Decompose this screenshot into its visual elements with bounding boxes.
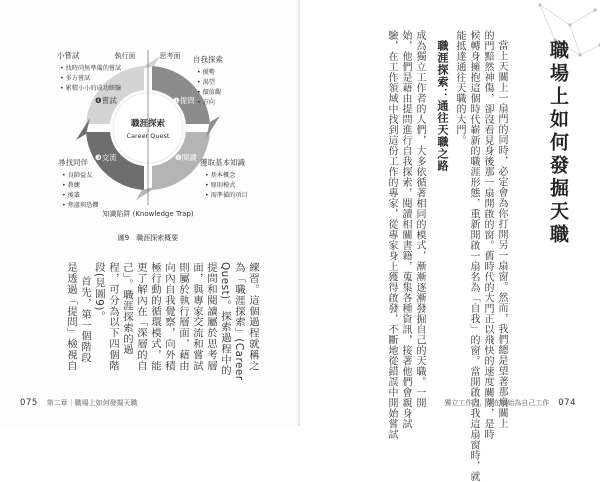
section-title: 職涯探索：通往天職之路: [436, 40, 449, 172]
self-explore-title: 自我探索: [193, 55, 223, 64]
left-running-head: 第二章｜職場上如何發掘天職: [46, 399, 138, 407]
small-try-title: 小嘗試: [57, 51, 80, 60]
left-text-col-8: 極行動的循環模式，能: [149, 262, 161, 371]
intro-col-2: 的門黯然神傷，卻沒看見身後那一扇開啟的窗。舊時代的大門正以飛快的速度關閉，是時: [482, 30, 493, 440]
svg-text:• 教練: • 教練: [62, 182, 80, 189]
svg-text:• 優勢: • 優勢: [197, 69, 215, 76]
left-text-col-11: 程，可分為以下四個階: [107, 262, 119, 371]
right-page: [300, 0, 600, 482]
right-footer: [444, 398, 576, 408]
left-text-col-5: 面，與專家交流和嘗試: [191, 262, 203, 371]
left-text-col-2: 為「職涯探索」(Career: [233, 262, 245, 381]
right-running-head: 獨立工作者，得在開始為自己工作: [444, 399, 550, 407]
left-footer: [20, 398, 138, 408]
section-col-2: 始，他們是藉由提問進行自我探索，閱讀相關書籍，蒐集各種資訊，接著他們會親身試: [400, 30, 411, 429]
left-text-col-3: Quest)。探索過程中的: [219, 262, 231, 376]
right-page-number: 074: [558, 398, 576, 408]
svg-text:• 後輩: • 後輩: [62, 192, 80, 199]
segment-label-read: ❷閱讀: [175, 153, 197, 162]
left-text-col-14: 是透過「提問」檢視自: [65, 262, 77, 371]
svg-text:• 找時尚無準備的嘗試: • 找時尚無準備的嘗試: [60, 65, 122, 72]
svg-text:• 焦慮與恐懼: • 焦慮與恐懼: [62, 202, 99, 209]
knowledge-trap-label: 知識陷阱 (Knowledge Trap): [102, 210, 194, 218]
center-title: 職涯探索: [130, 119, 166, 129]
left-text-col-1: 練習。這個過程就稱之: [247, 262, 259, 371]
svg-text:• 原則模式: • 原則模式: [205, 182, 236, 189]
svg-text:• 多方嘗試: • 多方嘗試: [60, 75, 91, 82]
section-col-1: 成為獨立工作者的人們，大多依循著相同的模式，漸漸逐漸發掘自己的天職。一開: [414, 30, 425, 408]
svg-text:• 累積小小的成功經驗: • 累積小小的成功經驗: [60, 85, 122, 92]
career-quest-diagram: [0, 0, 300, 250]
intro-col-1: 當上天關上一扇門的同時，必定會為你打開另一扇窗。然而，我們總是望著那扇關上: [496, 40, 507, 429]
left-page: [0, 0, 300, 426]
left-text-col-13: 首先，第一個階段: [79, 276, 91, 364]
peers-title: 尋找同伴: [58, 158, 88, 167]
svg-text:• 需準備的項目: • 需準備的項目: [205, 192, 248, 199]
left-text-col-6: 則屬於執行層面，藉由: [177, 262, 189, 371]
svg-text:• 基本概念: • 基本概念: [205, 172, 236, 179]
figure-caption: 圖9 職涯探索概要: [117, 234, 179, 242]
chapter-title: 職場上如何發掘天職: [547, 40, 569, 247]
svg-text:• 價值觀: • 價值觀: [197, 89, 222, 96]
section-col-3: 驗，在工作領域中找到這份工作的專家，從專家身上獲得啟發，不斷地從錯誤中開始嘗試: [386, 30, 397, 440]
left-text-col-4: 提問和閱讀屬於思考層: [205, 262, 217, 371]
left-page-number: 075: [20, 398, 38, 408]
intro-col-3: 候轉身擁抱這個時代嶄新的職涯形態，重新開啟一扇名為「自我」的窗。當開啟自我這扇窗時，就: [468, 30, 479, 482]
center-subtitle: Career Quest: [126, 132, 170, 140]
svg-text:• 良師益友: • 良師益友: [62, 172, 93, 179]
left-text-col-10: 己」。職涯探索的過: [121, 262, 133, 355]
knowledge-title: 獲取基本知識: [200, 158, 245, 167]
label-execution: 執行面: [114, 52, 136, 60]
segment-label-talk: ❸交流: [95, 153, 117, 162]
segment-label-ask: ❶提問: [173, 96, 195, 105]
left-text-col-9: 更了解內在「深層的自: [135, 262, 147, 371]
left-text-col-7: 向內自我覺察，向外積: [163, 262, 175, 371]
segment-label-try: ❹嘗試: [95, 96, 117, 105]
left-text-col-12: 段(見圖9)。: [93, 262, 105, 322]
svg-text:• 方向: • 方向: [197, 99, 215, 106]
svg-text:• 渴望: • 渴望: [197, 79, 215, 86]
label-thinking: 思考面: [159, 52, 181, 60]
intro-col-4: 能抵達通往天職的大門。: [454, 30, 465, 146]
